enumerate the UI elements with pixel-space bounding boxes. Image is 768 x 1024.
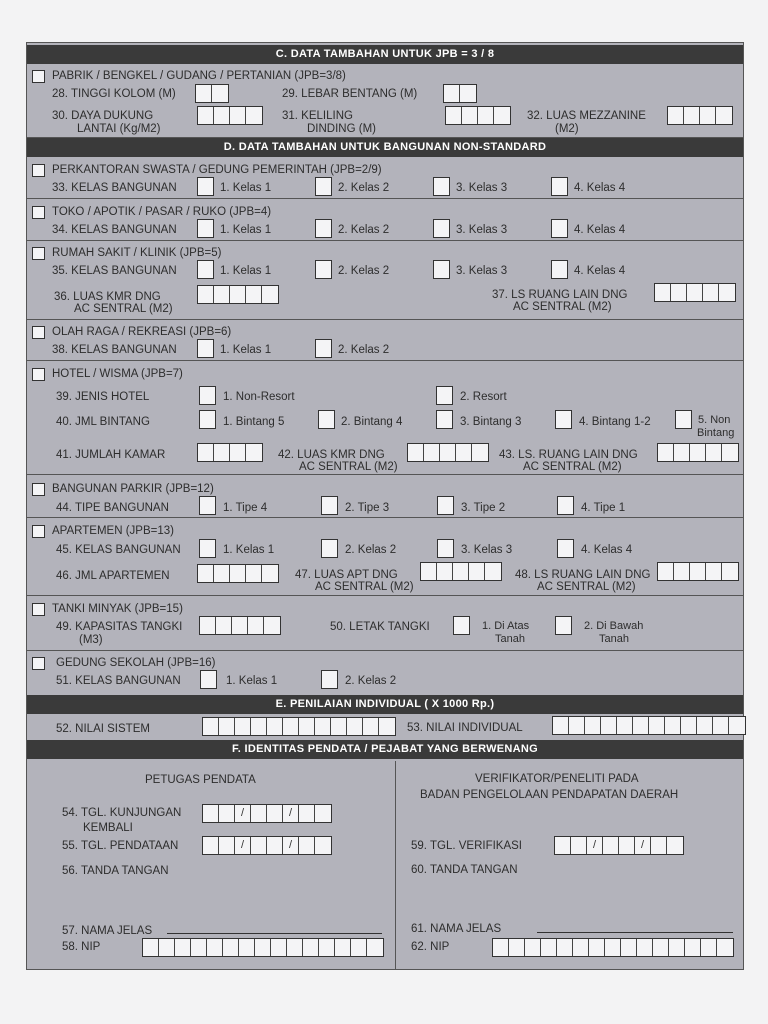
input-37-ruang-lain-ac[interactable] (654, 283, 736, 302)
perkantoran-section (27, 157, 743, 199)
option-label: Bintang (697, 427, 735, 439)
perkantoran-title: PERKANTORAN SWASTA / GEDUNG PEMERINTAH (JPB=2/9) (52, 164, 382, 176)
non-bintang-box[interactable] (675, 410, 692, 429)
option-label: 1. Kelas 1 (220, 224, 272, 236)
verifikator-title: VERIFIKATOR/PENELITI PADA (475, 773, 639, 785)
label-55: 55. TGL. PENDATAAN (62, 840, 179, 852)
toko-kelas-2-box[interactable] (315, 219, 332, 238)
label-57: 57. NAMA JELAS (62, 925, 153, 937)
label-56: 56. TANDA TANGAN (62, 865, 169, 877)
rumah-sakit-section (27, 241, 743, 320)
apt-kelas-1-box[interactable] (199, 539, 216, 558)
hotel-section (27, 361, 743, 475)
input-55-tgl-pendataan[interactable] (202, 836, 332, 855)
option-label: 3. Kelas 3 (456, 182, 508, 194)
option-label: 2. Kelas 2 (338, 265, 390, 277)
label-29: 29. LEBAR BENTANG (M) (282, 88, 418, 100)
kantor-kelas-2-box[interactable] (315, 177, 332, 196)
section-d-header: D. DATA TAMBAHAN UNTUK BANGUNAN NON-STANDARD (27, 138, 743, 157)
section-f-header: F. IDENTITAS PENDATA / PEJABAT YANG BERWENANG (27, 740, 743, 759)
label-47: 47. LUAS APT DNG (295, 569, 398, 581)
input-58-nip[interactable] (142, 938, 384, 957)
input-36-luas-kamar-ac[interactable] (197, 285, 279, 304)
label-42: 42. LUAS KMR DNG (278, 449, 385, 461)
input-62-nip[interactable] (492, 938, 734, 957)
option-label: 3. Kelas 3 (456, 265, 508, 277)
label-49: 49. KAPASITAS TANGKI (56, 621, 183, 633)
option-label: 3. Tipe 2 (461, 502, 506, 514)
sekolah-section (27, 651, 743, 695)
label-38: 38. KELAS BANGUNAN (52, 344, 177, 356)
input-47-luas-apt-ac[interactable] (420, 562, 502, 581)
label-59: 59. TGL. VERIFIKASI (411, 840, 522, 852)
apartemen-checkbox[interactable] (32, 525, 45, 538)
label-46: 46. JML APARTEMEN (56, 570, 170, 582)
option-label: 1. Non-Resort (223, 391, 295, 403)
option-label: 1. Di Atas (482, 620, 530, 632)
label-47-unit: AC SENTRAL (M2) (315, 581, 414, 593)
parkir-tipe-3-box[interactable] (321, 496, 338, 515)
parkir-section (27, 475, 743, 518)
label-49-unit: (M3) (79, 634, 103, 646)
bintang-5-box[interactable] (199, 410, 216, 429)
verifikator-subtitle: BADAN PENGELOLAAN PENDAPATAN DAERAH (420, 789, 679, 801)
input-46-jml-apartemen[interactable] (197, 564, 279, 583)
label-61: 61. NAMA JELAS (411, 923, 502, 935)
input-59-tgl-verifikasi[interactable] (554, 836, 684, 855)
bintang-1-2-box[interactable] (555, 410, 572, 429)
option-label: 2. Resort (460, 391, 507, 403)
option-label: 1. Bintang 5 (223, 416, 285, 428)
label-42-unit: AC SENTRAL (M2) (299, 461, 398, 473)
olahraga-section (27, 320, 743, 361)
toko-section (27, 199, 743, 241)
olahraga-title: OLAH RAGA / REKREASI (JPB=6) (52, 326, 232, 338)
section-c (27, 64, 743, 138)
input-29-lebar-bentang[interactable] (443, 84, 477, 103)
option-label: 2. Kelas 2 (338, 182, 390, 194)
option-label: 1. Kelas 1 (220, 265, 272, 277)
section-c-header: C. DATA TAMBAHAN UNTUK JPB = 3 / 8 (27, 45, 743, 64)
olahraga-checkbox[interactable] (32, 326, 45, 339)
option-label: 4. Bintang 1-2 (579, 416, 651, 428)
label-33: 33. KELAS BANGUNAN (52, 182, 177, 194)
rs-kelas-1-box[interactable] (197, 260, 214, 279)
label-48: 48. LS RUANG LAIN DNG (515, 569, 651, 581)
option-label: 2. Di Bawah (584, 620, 644, 632)
input-48-ruang-lain-ac[interactable] (657, 562, 739, 581)
penilaian-section (27, 714, 743, 740)
bintang-4-box[interactable] (318, 410, 335, 429)
tangki-di-atas-box[interactable] (453, 616, 470, 635)
sekolah-kelas-1-box[interactable] (200, 670, 217, 689)
option-label: 1. Kelas 1 (223, 544, 275, 556)
section-e-header: E. PENILAIAN INDIVIDUAL ( X 1000 Rp.) (27, 695, 743, 714)
option-label: 2. Bintang 4 (341, 416, 403, 428)
tanki-section (27, 596, 743, 651)
hotel-checkbox[interactable] (32, 368, 45, 381)
option-label: 1. Tipe 4 (223, 502, 268, 514)
parkir-tipe-2-box[interactable] (437, 496, 454, 515)
olahraga-kelas-2-box[interactable] (315, 339, 332, 358)
input-30-daya-dukung[interactable] (197, 106, 263, 125)
date-separator: / (235, 837, 251, 854)
input-52-nilai-sistem[interactable] (202, 717, 396, 736)
bintang-3-box[interactable] (436, 410, 453, 429)
toko-kelas-3-box[interactable] (433, 219, 450, 238)
date-separator: / (235, 805, 251, 822)
hotel-non-resort-box[interactable] (199, 386, 216, 405)
label-43: 43. LS. RUANG LAIN DNG (499, 449, 638, 461)
input-49-kapasitas-tangki[interactable] (199, 616, 281, 635)
date-separator: / (587, 837, 603, 854)
option-label: 2. Tipe 3 (345, 502, 390, 514)
toko-kelas-4-box[interactable] (551, 219, 568, 238)
input-54-tgl-kunjungan[interactable] (202, 804, 332, 823)
option-label: Tanah (495, 633, 525, 645)
nama-jelas-line-right[interactable] (537, 932, 733, 933)
label-32-unit: (M2) (555, 123, 579, 135)
input-41-jumlah-kamar[interactable] (197, 443, 263, 462)
sekolah-checkbox[interactable] (32, 657, 45, 670)
tanki-title: TANKI MINYAK (JPB=15) (52, 603, 183, 615)
label-62: 62. NIP (411, 941, 450, 953)
option-label: 1. Kelas 1 (220, 182, 272, 194)
option-label: 1. Kelas 1 (226, 675, 278, 687)
label-54: 54. TGL. KUNJUNGAN (62, 807, 182, 819)
hotel-title: HOTEL / WISMA (JPB=7) (52, 368, 183, 380)
label-32: 32. LUAS MEZZANINE (527, 110, 646, 122)
toko-checkbox[interactable] (32, 206, 45, 219)
parkir-title: BANGUNAN PARKIR (JPB=12) (52, 483, 214, 495)
option-label: 4. Kelas 4 (574, 182, 626, 194)
label-51: 51. KELAS BANGUNAN (56, 675, 181, 687)
option-label: 2. Kelas 2 (338, 344, 390, 356)
parkir-tipe-1-box[interactable] (557, 496, 574, 515)
rs-kelas-2-box[interactable] (315, 260, 332, 279)
label-30: 30. DAYA DUKUNG (52, 110, 154, 122)
label-60: 60. TANDA TANGAN (411, 864, 518, 876)
label-39: 39. JENIS HOTEL (56, 391, 150, 403)
option-label: Tanah (599, 633, 629, 645)
parkir-checkbox[interactable] (32, 483, 45, 496)
label-34: 34. KELAS BANGUNAN (52, 224, 177, 236)
option-label: 2. Kelas 2 (345, 544, 397, 556)
label-36-unit: AC SENTRAL (M2) (74, 303, 173, 315)
input-43-ruang-lain-ac[interactable] (657, 443, 739, 462)
option-label: 1. Kelas 1 (220, 344, 272, 356)
label-40: 40. JML BINTANG (56, 416, 150, 428)
kantor-kelas-4-box[interactable] (551, 177, 568, 196)
input-32-luas-mezzanine[interactable] (667, 106, 733, 125)
label-36: 36. LUAS KMR DNG (54, 291, 161, 303)
option-label: 4. Kelas 4 (581, 544, 633, 556)
date-separator: / (635, 837, 651, 854)
form-page (26, 42, 744, 970)
hotel-resort-box[interactable] (436, 386, 453, 405)
sekolah-kelas-2-box[interactable] (321, 670, 338, 689)
label-28: 28. TINGGI KOLOM (M) (52, 88, 176, 100)
petugas-title: PETUGAS PENDATA (145, 774, 256, 786)
option-label: 2. Kelas 2 (338, 224, 390, 236)
label-52: 52. NILAI SISTEM (56, 723, 150, 735)
date-separator: / (283, 837, 299, 854)
nama-jelas-line-left[interactable] (167, 933, 382, 934)
input-28-tinggi-kolom[interactable] (195, 84, 229, 103)
label-41: 41. JUMLAH KAMAR (56, 449, 166, 461)
label-37: 37. LS RUANG LAIN DNG (492, 289, 628, 301)
label-31: 31. KELILING (282, 110, 353, 122)
toko-kelas-1-box[interactable] (197, 219, 214, 238)
input-42-luas-kamar-ac[interactable] (407, 443, 489, 462)
option-label: 3. Kelas 3 (461, 544, 513, 556)
input-31-keliling-dinding[interactable] (445, 106, 511, 125)
input-53-nilai-individual[interactable] (552, 716, 746, 735)
option-label: 4. Tipe 1 (581, 502, 626, 514)
option-label: 4. Kelas 4 (574, 265, 626, 277)
label-30-unit: LANTAI (Kg/M2) (77, 123, 161, 135)
apartemen-title: APARTEMEN (JPB=13) (52, 525, 174, 537)
column-divider (395, 761, 396, 969)
option-label: 3. Bintang 3 (460, 416, 522, 428)
label-44: 44. TIPE BANGUNAN (56, 502, 169, 514)
label-43-unit: AC SENTRAL (M2) (523, 461, 622, 473)
option-label: 2. Kelas 2 (345, 675, 397, 687)
kantor-kelas-3-box[interactable] (433, 177, 450, 196)
label-54-sub: KEMBALI (83, 822, 133, 834)
perkantoran-checkbox[interactable] (32, 164, 45, 177)
label-35: 35. KELAS BANGUNAN (52, 265, 177, 277)
tangki-di-bawah-box[interactable] (555, 616, 572, 635)
label-50: 50. LETAK TANGKI (330, 621, 430, 633)
option-label: 4. Kelas 4 (574, 224, 626, 236)
label-58: 58. NIP (62, 941, 101, 953)
option-label: 3. Kelas 3 (456, 224, 508, 236)
label-53: 53. NILAI INDIVIDUAL (407, 722, 523, 734)
rumah-sakit-title: RUMAH SAKIT / KLINIK (JPB=5) (52, 247, 222, 259)
rumah-sakit-checkbox[interactable] (32, 247, 45, 260)
sekolah-title: GEDUNG SEKOLAH (JPB=16) (56, 657, 216, 669)
label-31-unit: DINDING (M) (307, 123, 376, 135)
kantor-kelas-1-box[interactable] (197, 177, 214, 196)
olahraga-kelas-1-box[interactable] (197, 339, 214, 358)
label-37-unit: AC SENTRAL (M2) (513, 301, 612, 313)
apt-kelas-2-box[interactable] (321, 539, 338, 558)
toko-title: TOKO / APOTIK / PASAR / RUKO (JPB=4) (52, 206, 272, 218)
parkir-tipe-4-box[interactable] (199, 496, 216, 515)
pabrik-title: PABRIK / BENGKEL / GUDANG / PERTANIAN (JPB=3/8) (52, 70, 346, 82)
tanki-checkbox[interactable] (32, 603, 45, 616)
label-48-unit: AC SENTRAL (M2) (537, 581, 636, 593)
apartemen-section (27, 518, 743, 596)
rs-kelas-3-box[interactable] (433, 260, 450, 279)
pabrik-checkbox[interactable] (32, 70, 45, 83)
option-label: 5. Non (698, 414, 731, 426)
apt-kelas-4-box[interactable] (557, 539, 574, 558)
label-45: 45. KELAS BANGUNAN (56, 544, 181, 556)
apt-kelas-3-box[interactable] (437, 539, 454, 558)
date-separator: / (283, 805, 299, 822)
rs-kelas-4-box[interactable] (551, 260, 568, 279)
